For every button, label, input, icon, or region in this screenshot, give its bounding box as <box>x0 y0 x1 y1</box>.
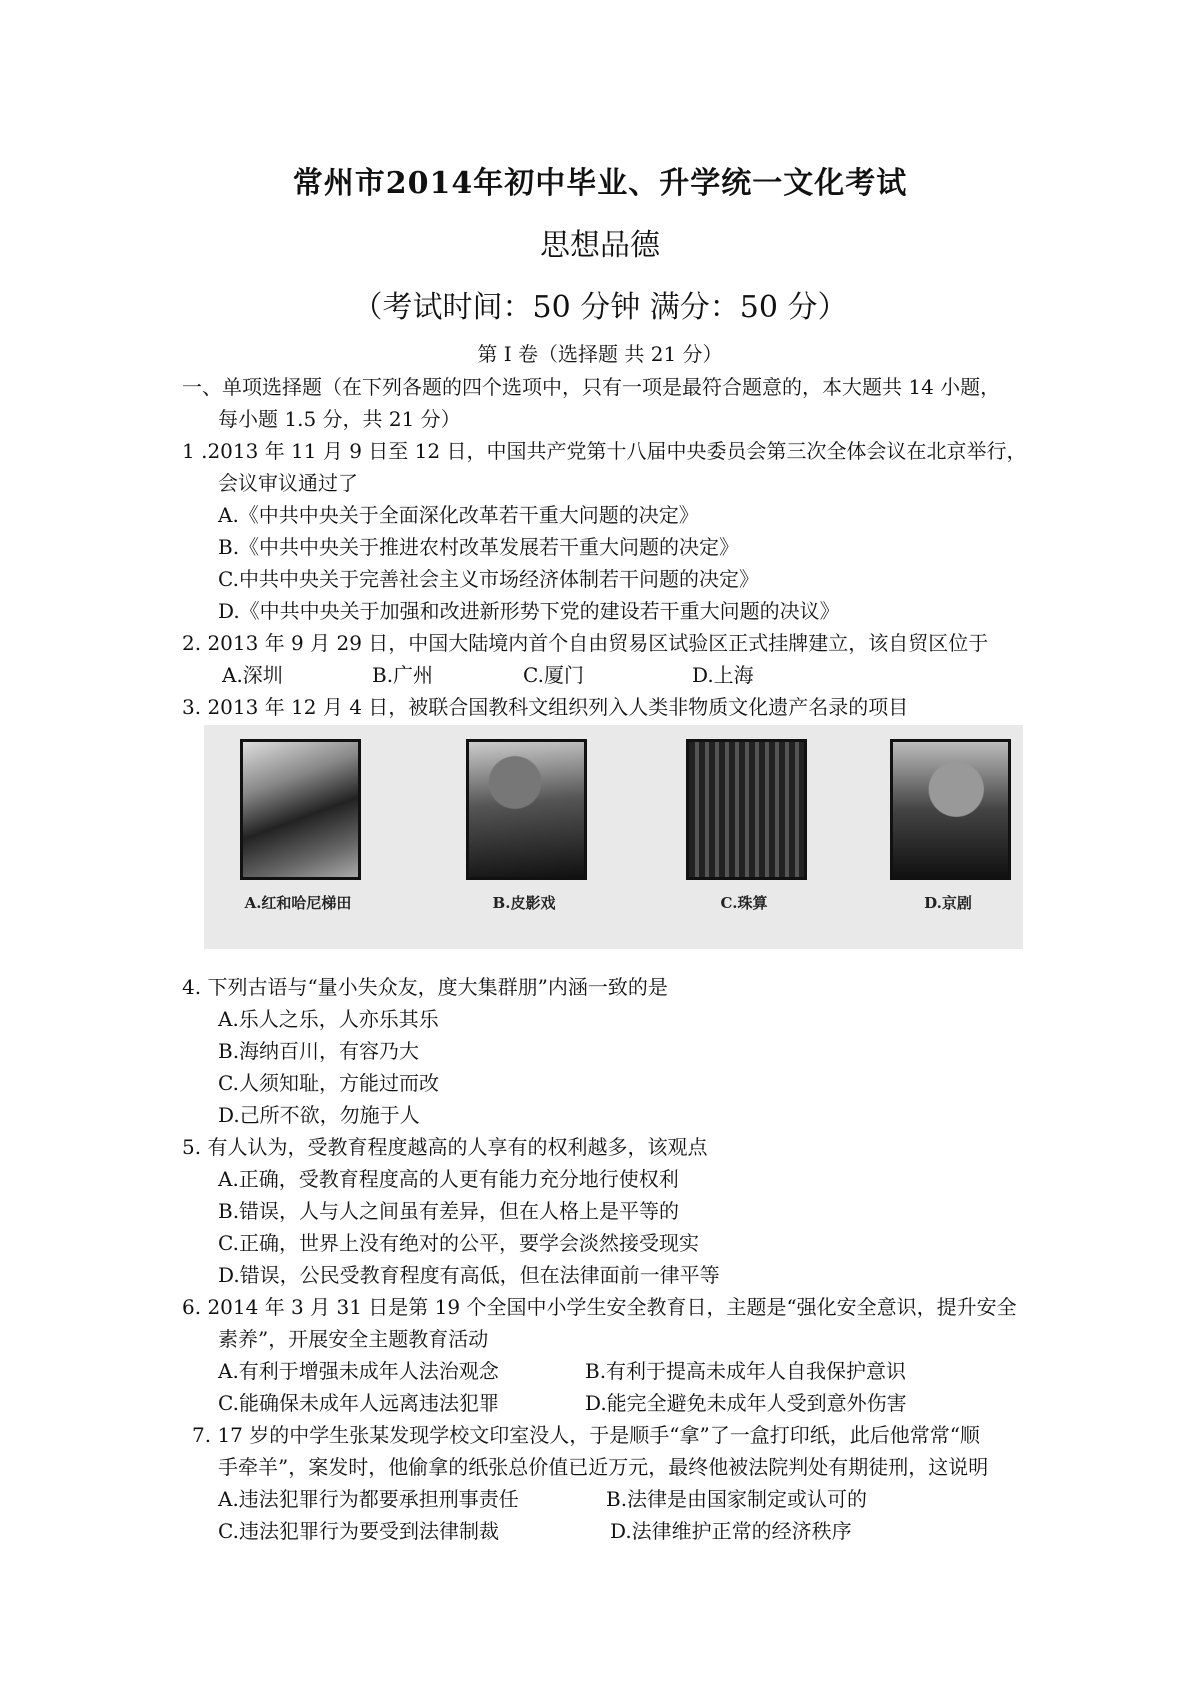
question-1-option-a: A.《中共中央关于全面深化改革若干重大问题的决定》 <box>218 503 699 527</box>
question-1-stem-line-2: 会议审议通过了 <box>218 471 358 495</box>
question-7-option-c: C.违法犯罪行为要受到法律制裁 <box>218 1519 499 1543</box>
terraces-photo <box>240 739 361 880</box>
question-5-option-b: B.错误，人与人之间虽有差异，但在人格上是平等的 <box>218 1199 680 1223</box>
question-2-option-a: A.深圳 <box>222 663 283 687</box>
exam-subject: 思想品德 <box>540 228 660 263</box>
section-title: 第 I 卷（选择题 共 21 分） <box>477 342 723 366</box>
shadow-puppet-photo <box>466 739 587 880</box>
question-6-option-c: C.能确保未成年人远离违法犯罪 <box>218 1391 499 1415</box>
question-3-caption-d: D.京剧 <box>924 894 972 912</box>
question-4-stem: 4. 下列古语与“量小失众友，度大集群朋”内涵一致的是 <box>182 975 668 999</box>
question-4-option-c: C.人须知耻，方能过而改 <box>218 1071 439 1095</box>
question-6-option-b: B.有利于提高未成年人自我保护意识 <box>585 1359 907 1383</box>
question-1-option-d: D.《中共中央关于加强和改进新形势下党的建设若干重大问题的决议》 <box>218 599 840 623</box>
question-6-stem-line-1: 6. 2014 年 3 月 31 日是第 19 个全国中小学生安全教育日，主题是“强化安全意识，提升安全 <box>182 1295 1017 1319</box>
question-3-stem: 3. 2013 年 12 月 4 日，被联合国教科文组织列入人类非物质文化遗产名录的项目 <box>182 695 909 719</box>
question-5-stem: 5. 有人认为，受教育程度越高的人享有的权利越多，该观点 <box>182 1135 708 1159</box>
question-2-option-d: D.上海 <box>692 663 754 687</box>
question-5-option-a: A.正确，受教育程度高的人更有能力充分地行使权利 <box>218 1167 679 1191</box>
question-7-option-d: D.法律维护正常的经济秩序 <box>610 1519 852 1543</box>
question-5-option-c: C.正确，世界上没有绝对的公平，要学会淡然接受现实 <box>218 1231 699 1255</box>
peking-opera-photo <box>890 739 1011 880</box>
question-1-option-b: B.《中共中央关于推进农村改革发展若干重大问题的决定》 <box>218 535 740 559</box>
question-1-option-c: C.中共中央关于完善社会主义市场经济体制若干问题的决定》 <box>218 567 759 591</box>
question-7-stem-line-2: 手牵羊”，案发时，他偷拿的纸张总价值已近万元，最终他被法院判处有期徒刑，这说明 <box>218 1455 989 1479</box>
question-3-caption-a: A.红和哈尼梯田 <box>244 894 352 912</box>
question-7-stem-line-1: 7. 17 岁的中学生张某发现学校文印室没人，于是顺手“拿”了一盒打印纸，此后他常常“顺 <box>192 1423 980 1447</box>
question-6-option-d: D.能完全避免未成年人受到意外伤害 <box>585 1391 907 1415</box>
exam-title: 常州市2014年初中毕业、升学统一文化考试 <box>292 166 908 201</box>
question-6-stem-line-2: 素养”，开展安全主题教育活动 <box>218 1327 489 1351</box>
question-4-option-b: B.海纳百川，有容乃大 <box>218 1039 420 1063</box>
question-7-option-b: B.法律是由国家制定或认可的 <box>606 1487 868 1511</box>
section-instruction-line-2: 每小题 1.5 分，共 21 分） <box>218 407 461 431</box>
question-3-image-strip <box>204 725 1023 949</box>
question-2-option-b: B.广州 <box>372 663 434 687</box>
section-instruction-line-1: 一、单项选择题（在下列各题的四个选项中，只有一项是最符合题意的，本大题共 14 小题， <box>182 375 1001 399</box>
question-5-option-d: D.错误，公民受教育程度有高低，但在法律面前一律平等 <box>218 1263 720 1287</box>
question-2-stem: 2. 2013 年 9 月 29 日，中国大陆境内首个自由贸易区试验区正式挂牌建立，该自贸区位于 <box>182 631 989 655</box>
question-3-caption-c: C.珠算 <box>720 894 768 912</box>
question-3-caption-b: B.皮影戏 <box>492 894 556 912</box>
abacus-photo <box>686 739 807 880</box>
question-6-option-a: A.有利于增强未成年人法治观念 <box>218 1359 499 1383</box>
question-7-option-a: A.违法犯罪行为都要承担刑事责任 <box>218 1487 519 1511</box>
question-2-option-c: C.厦门 <box>523 663 584 687</box>
exam-time-info: （考试时间：50 分钟 满分：50 分） <box>352 290 848 325</box>
question-4-option-d: D.己所不欲，勿施于人 <box>218 1103 420 1127</box>
question-4-option-a: A.乐人之乐，人亦乐其乐 <box>218 1007 439 1031</box>
question-1-stem-line-1: 1 .2013 年 11 月 9 日至 12 日，中国共产党第十八届中央委员会第三次全体会议在北京举行， <box>182 439 1027 463</box>
